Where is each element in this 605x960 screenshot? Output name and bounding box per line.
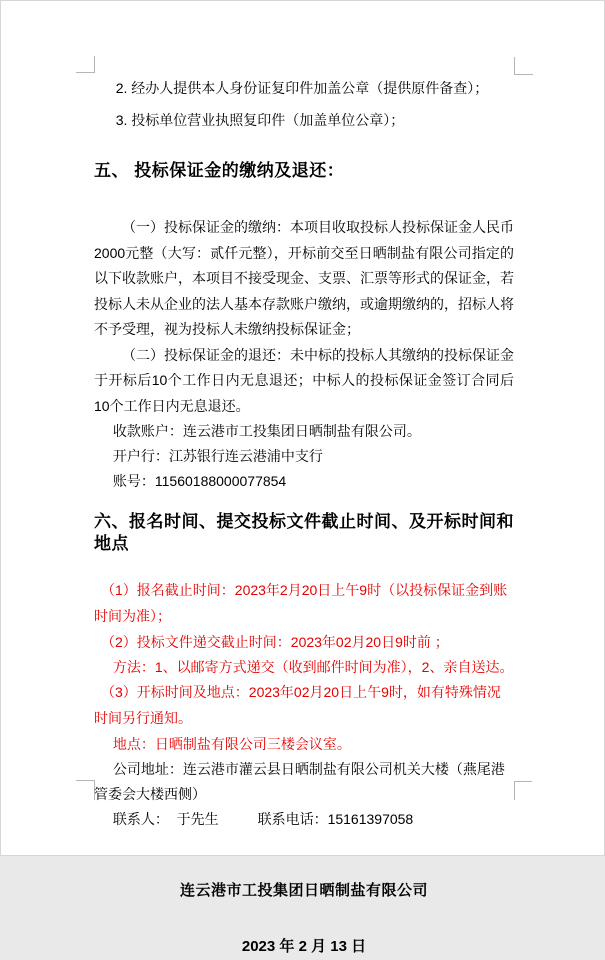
contact-line: 联系人： 于先生 联系电话：15161397058 <box>112 810 414 827</box>
margin-mark-bottom-left <box>76 780 95 800</box>
bid-bond-payment-paragraph: （一）投标保证金的缴纳：本项目收取投标人投标保证金人民币2000元整（大写：贰仟元整），开标前交至日晒制盐有限公司指定的以下收款账户，本项目不接受现金、支票、汇票等形式的保证金，若投标人未从企业的法人基本存款账户缴纳，或逾期缴纳的，招标人将不予受理，视为投标人未缴纳投标保证金； <box>94 219 514 337</box>
margin-mark-top-right <box>514 57 533 75</box>
bid-opening-location-line: 地点：日晒制盐有限公司三楼会议室。 <box>112 735 351 752</box>
margin-mark-top-left <box>76 56 95 73</box>
margin-mark-bottom-right <box>514 781 532 800</box>
signature-date: 2023 年 2 月 13 日 <box>241 938 367 956</box>
section-5-heading: 五、 投标保证金的缴纳及退还： <box>94 161 345 180</box>
bid-opening-time-line: （3）开标时间及地点：2023年02月20日上午9时，如有特殊情况时间另行通知。 <box>94 684 501 727</box>
signature-company-name: 连云港市工投集团日晒制盐有限公司 <box>179 881 428 899</box>
list-item-3: 3. 投标单位营业执照复印件（加盖单位公章）； <box>115 112 405 128</box>
payee-account-line: 收款账户：连云港市工投集团日晒制盐有限公司。 <box>112 423 421 439</box>
list-item-2: 2. 经办人提供本人身份证复印件加盖公章（提供原件备查）； <box>115 80 489 96</box>
bid-bond-refund-paragraph: （二）投标保证金的退还：未中标的投标人其缴纳的投标保证金于开标后10个工作日内无息退还；中标人的投标保证金签订合同后10个工作日内无息退还。 <box>94 346 514 414</box>
submission-deadline-line: （2）投标文件递交截止时间：2023年02月20日9时前 ； <box>101 633 449 650</box>
submission-method-line: 方法：1、以邮寄方式递交（收到邮件时间为准），2、亲自送达。 <box>112 659 514 676</box>
document-body <box>94 75 514 960</box>
registration-deadline-line: （1）报名截止时间：2023年2月20日上午9时（以投标保证金到账时间为准）； <box>94 582 508 624</box>
deadline-info-block <box>94 578 514 757</box>
company-address-line: 公司地址：连云港市灌云县日晒制盐有限公司机关大楼（燕尾港管委会大楼西侧） <box>94 760 505 802</box>
section-6-heading: 六、报名时间、提交投标文件截止时间、及开标时间和地点 <box>94 512 514 553</box>
account-number-line: 账号：11560188000077854 <box>112 473 287 489</box>
bank-line: 开户行：江苏银行连云港浦中支行 <box>112 448 323 464</box>
